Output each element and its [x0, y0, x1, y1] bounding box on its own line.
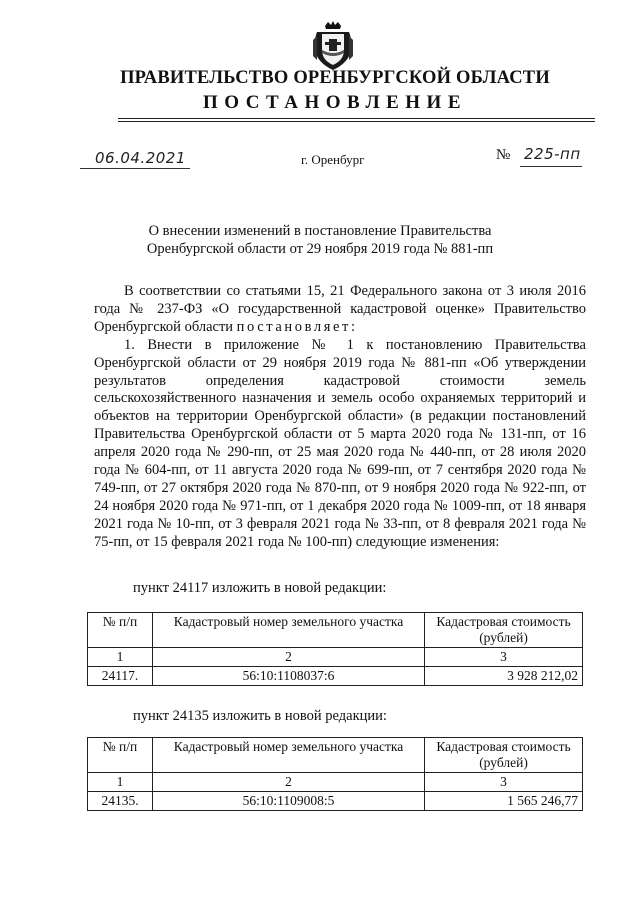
row-number-cell: 24135. — [88, 792, 153, 811]
header-cell-number: № п/п — [88, 613, 153, 648]
numbering-cell: 1 — [88, 773, 153, 792]
numbering-cell: 2 — [153, 648, 425, 667]
numbering-cell: 1 — [88, 648, 153, 667]
paragraph-item-1: 1. Внести в приложение № 1 к постановлению Правительства Оренбургской области от 29 ноября 2019 года № 881-пп «Об утверждении результатов определения кадастровой стоимости земель сельскохозяйственного назначения и земель особо охраняемых территорий и объектов на территории Оренбургской области» (в редакции постановлений Правительства Оренбургской области от 5 марта 2020 года № 131-пп, от 16 апреля 2020 года № 290-пп, от 25 мая 2020 года № 440-пп, от 28 июля 2020 года № 604-пп, от 11 августа 2020 года № 699-пп, от 7 сентября 2020 года № 749-пп, от 27 октября 2020 года № 870-пп, от 9 ноября 2020 года № 922-пп, от 24 ноября 2020 года № 971-пп, от 1 декабря 2020 года № 1009-пп, от 18 января 2021 года № 10-пп, от 3 февраля 2021 года № 33-пп, от 8 февраля 2021 года № 75-пп, от 15 февраля 2021 года № 100-пп) следующие изменения: — [94, 336, 586, 550]
subject-line-1: О внесении изменений в постановление Правительства — [148, 223, 492, 239]
coat-of-arms-icon — [311, 20, 355, 72]
header-cell-cadastral: Кадастровый номер земельного участка — [153, 738, 425, 773]
government-name: ПРАВИТЕЛЬСТВО ОРЕНБУРГСКОЙ ОБЛАСТИ — [120, 68, 550, 88]
document-number: 225-пп — [524, 145, 581, 163]
header-divider-thin — [118, 121, 595, 122]
header-cell-number: № п/п — [88, 738, 153, 773]
table-numbering-row — [88, 773, 583, 792]
section-1-intro: пункт 24117 изложить в новой редакции: — [133, 580, 387, 596]
paragraph-preamble — [94, 283, 586, 337]
numbering-cell: 3 — [425, 648, 583, 667]
document-type: ПОСТАНОВЛЕНИЕ — [202, 92, 468, 113]
subject-line-2: Оренбургской области от 29 ноября 2019 года № 881-пп — [146, 241, 494, 257]
number-underline — [520, 166, 582, 167]
row-cadastral-cell: 56:10:1108037:6 — [153, 667, 425, 686]
row-number-cell: 24117. — [88, 667, 153, 686]
section-2-intro: пункт 24135 изложить в новой редакции: — [133, 708, 387, 724]
resolves-word: постановляет: — [236, 318, 358, 335]
header-cell-value: Кадастровая стоимость (рублей) — [425, 738, 583, 773]
header-cell-value: Кадастровая стоимость (рублей) — [425, 613, 583, 648]
cadastral-table-1 — [87, 612, 583, 686]
table-header-row — [88, 613, 583, 648]
table-numbering-row — [88, 648, 583, 667]
row-cadastral-cell: 56:10:1109008:5 — [153, 792, 425, 811]
table-row — [88, 792, 583, 811]
document-body — [94, 283, 586, 552]
header-cell-cadastral: Кадастровый номер земельного участка — [153, 613, 425, 648]
table-header-row — [88, 738, 583, 773]
document-subject — [120, 222, 520, 258]
document-date: 06.04.2021 — [95, 149, 186, 167]
numbering-cell: 3 — [425, 773, 583, 792]
date-underline — [80, 168, 190, 169]
numbering-cell: 2 — [153, 773, 425, 792]
document-city: г. Оренбург — [301, 152, 365, 167]
row-value-cell: 3 928 212,02 — [425, 667, 583, 686]
number-sign: № — [496, 147, 511, 163]
table-row — [88, 667, 583, 686]
preamble-text: В соответствии со статьями 15, 21 Федерального закона от 3 июля 2016 года № 237-ФЗ «О государственной кадастровой оценке» Правительство Оренбургской области — [94, 283, 586, 335]
header-divider — [118, 118, 595, 119]
cadastral-table-2 — [87, 737, 583, 811]
row-value-cell: 1 565 246,77 — [425, 792, 583, 811]
